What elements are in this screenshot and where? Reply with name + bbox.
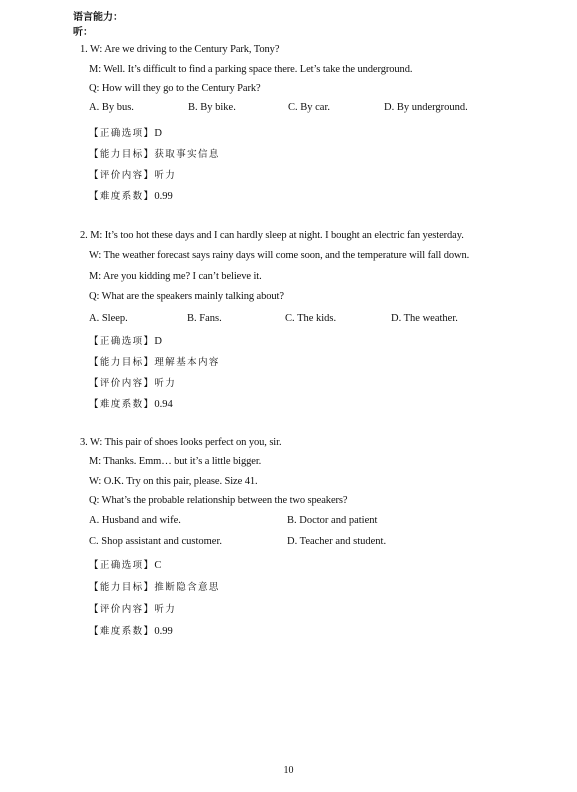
difficulty-label: 【难度系数】 (89, 191, 155, 202)
question-2-line: 2. M: It’s too hot these days and I can hardly sleep at night. I bought an electric fan yesterday. (80, 230, 464, 241)
option-d: D. The weather. (391, 313, 458, 324)
difficulty-line (89, 396, 173, 410)
option-d: D. By underground. (384, 102, 468, 113)
option-b: B. Doctor and patient (287, 515, 378, 526)
option-c: C. Shop assistant and customer. (89, 536, 222, 547)
ability-label: 【能力目标】 (89, 357, 155, 368)
content-line (89, 601, 176, 615)
option-b: B. By bike. (188, 102, 236, 113)
difficulty-line (89, 188, 173, 202)
content-value: 听力 (154, 170, 177, 181)
difficulty-value: 0.99 (154, 626, 173, 637)
content-line (89, 167, 176, 181)
ability-label: 【能力目标】 (89, 149, 155, 160)
ability-line (89, 579, 220, 593)
question-1-line: M: Well. It’s difficult to find a parking space there. Let’s take the underground. (89, 64, 413, 75)
question-2-line: M: Are you kidding me? I can’t believe it. (89, 271, 262, 282)
difficulty-value: 0.99 (154, 191, 173, 202)
option-a: A. Sleep. (89, 313, 128, 324)
question-1-prompt: Q: How will they go to the Century Park? (89, 83, 261, 94)
option-b: B. Fans. (187, 313, 222, 324)
question-3-line: W: O.K. Try on this pair, please. Size 41. (89, 476, 258, 487)
option-d: D. Teacher and student. (287, 536, 387, 547)
content-label: 【评价内容】 (89, 378, 155, 389)
option-c: C. The kids. (285, 313, 337, 324)
ability-line (89, 354, 220, 368)
answer-value: C (154, 560, 162, 571)
ability-value: 获取事实信息 (154, 149, 220, 160)
option-a: A. By bus. (89, 102, 134, 113)
answer-line (89, 557, 161, 571)
content-value: 听力 (154, 604, 177, 615)
option-a: A. Husband and wife. (89, 515, 181, 526)
question-1-line: 1. W: Are we driving to the Century Park, Tony? (80, 44, 280, 55)
content-value: 听力 (154, 378, 177, 389)
content-label: 【评价内容】 (89, 604, 155, 615)
ability-line (89, 146, 220, 160)
ability-value: 理解基本内容 (154, 357, 220, 368)
answer-value: D (154, 336, 162, 347)
answer-value: D (154, 128, 162, 139)
question-3-line: M: Thanks. Emm… but it’s a little bigger. (89, 456, 262, 467)
question-2-prompt: Q: What are the speakers mainly talking about? (89, 291, 284, 302)
content-label: 【评价内容】 (89, 170, 155, 181)
answer-label: 【正确选项】 (89, 128, 155, 139)
difficulty-value: 0.94 (154, 399, 173, 410)
question-2-line: W: The weather forecast says rainy days will come soon, and the temperature will fall down. (89, 250, 470, 261)
question-3-prompt: Q: What’s the probable relationship between the two speakers? (89, 495, 348, 506)
ability-label: 【能力目标】 (89, 582, 155, 593)
answer-line (89, 125, 162, 139)
answer-label: 【正确选项】 (89, 336, 155, 347)
answer-label: 【正确选项】 (89, 560, 155, 571)
page-number: 10 (283, 765, 294, 776)
subsection-heading: 听： (73, 27, 93, 38)
ability-value: 推断隐含意思 (154, 582, 220, 593)
difficulty-line (89, 623, 173, 637)
difficulty-label: 【难度系数】 (89, 626, 155, 637)
question-3-line: 3. W: This pair of shoes looks perfect on you, sir. (80, 437, 282, 448)
answer-line (89, 333, 162, 347)
content-line (89, 375, 176, 389)
option-c: C. By car. (288, 102, 330, 113)
difficulty-label: 【难度系数】 (89, 399, 155, 410)
section-heading: 语言能力： (73, 12, 123, 23)
